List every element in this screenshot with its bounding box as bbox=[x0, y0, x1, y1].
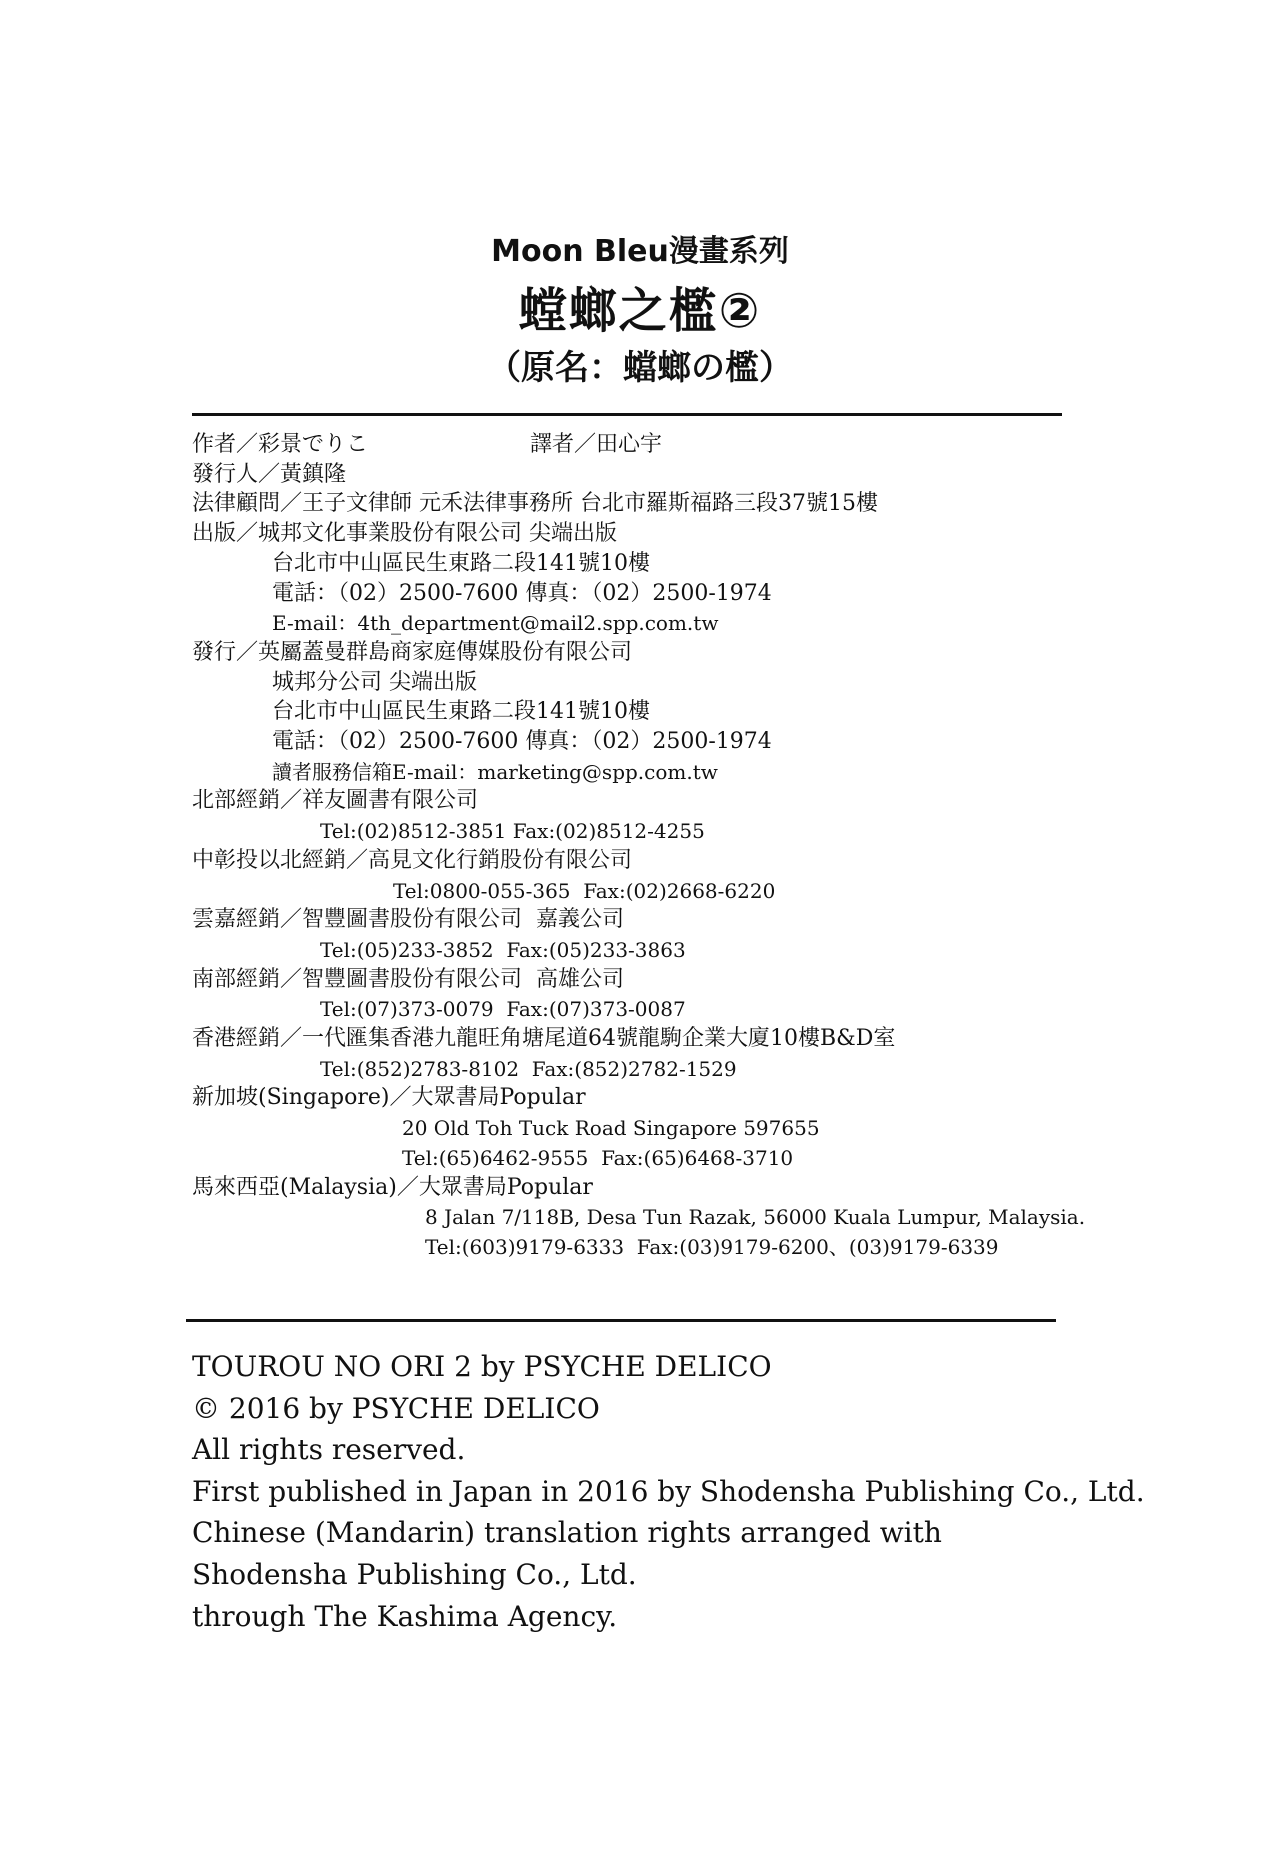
copyright-line: TOUROU NO ORI 2 by PSYCHE DELICO bbox=[192, 1350, 772, 1383]
credit-line: E-mail：4th_department@mail2.spp.com.tw bbox=[272, 611, 719, 635]
credit-line: Tel:(65)6462-9555 Fax:(65)6468-3710 bbox=[402, 1146, 794, 1170]
copyright-line: through The Kashima Agency. bbox=[192, 1600, 618, 1633]
credit-line: 馬來西亞(Malaysia)／大眾書局Popular bbox=[192, 1175, 593, 1200]
credit-line: Tel:(02)8512-3851 Fax:(02)8512-4255 bbox=[320, 819, 705, 843]
credit-line: 城邦分公司 尖端出版 bbox=[272, 670, 477, 695]
original-title: （原名：蟷螂の檻） bbox=[487, 348, 793, 388]
credit-line: 電話：（02）2500-7600 傳真：（02）2500-1974 bbox=[272, 581, 772, 606]
credit-line: Tel:(05)233-3852 Fax:(05)233-3863 bbox=[320, 938, 686, 962]
series-name: Moon Bleu漫畫系列 bbox=[491, 234, 789, 269]
copyright-line: Shodensha Publishing Co., Ltd. bbox=[192, 1558, 637, 1591]
credit-line: 北部經銷／祥友圖書有限公司 bbox=[192, 788, 479, 813]
credit-line: 台北市中山區民生東路二段141號10樓 bbox=[272, 699, 650, 724]
credit-line: 電話：（02）2500-7600 傳真：（02）2500-1974 bbox=[272, 729, 772, 754]
credit-line: 南部經銷／智豐圖書股份有限公司 高雄公司 bbox=[192, 967, 624, 992]
credit-line: Tel:0800-055-365 Fax:(02)2668-6220 bbox=[393, 879, 776, 903]
copyright-line: © 2016 by PSYCHE DELICO bbox=[192, 1392, 600, 1425]
copyright-line: First published in Japan in 2016 by Shodensha Publishing Co., Ltd. bbox=[192, 1475, 1145, 1508]
credit-line: 新加坡(Singapore)／大眾書局Popular bbox=[192, 1085, 586, 1110]
copyright-line: All rights reserved. bbox=[192, 1433, 466, 1466]
credit-line: Tel:(603)9179-6333 Fax:(03)9179-6200、(03)9179-6339 bbox=[425, 1235, 999, 1259]
credit-line: 讀者服務信箱E-mail：marketing@spp.com.tw bbox=[272, 760, 718, 784]
credit-line: 20 Old Toh Tuck Road Singapore 597655 bbox=[402, 1116, 820, 1140]
credit-line: 8 Jalan 7/118B, Desa Tun Razak, 56000 Kuala Lumpur, Malaysia. bbox=[425, 1205, 1086, 1229]
credit-line: 發行／英屬蓋曼群島商家庭傳媒股份有限公司 bbox=[192, 640, 633, 665]
book-title: 螳螂之檻② bbox=[518, 283, 762, 339]
translator-credit: 譯者／田心宇 bbox=[530, 432, 663, 457]
credit-line: 台北市中山區民生東路二段141號10樓 bbox=[272, 551, 650, 576]
bottom-divider bbox=[186, 1319, 1056, 1322]
credit-line: 法律顧問／王子文律師 元禾法律事務所 台北市羅斯福路三段37號15樓 bbox=[192, 491, 878, 516]
credit-line: 作者／彩景でりこ bbox=[192, 432, 369, 457]
credit-line: 發行人／黃鎮隆 bbox=[192, 462, 347, 487]
credit-line: 出版／城邦文化事業股份有限公司 尖端出版 bbox=[192, 521, 617, 546]
credit-line: 中彰投以北經銷／高見文化行銷股份有限公司 bbox=[192, 848, 633, 873]
credit-line: 雲嘉經銷／智豐圖書股份有限公司 嘉義公司 bbox=[192, 907, 624, 932]
copyright-line: Chinese (Mandarin) translation rights arranged with bbox=[192, 1516, 942, 1549]
credit-line: Tel:(852)2783-8102 Fax:(852)2782-1529 bbox=[320, 1057, 737, 1081]
credit-line: Tel:(07)373-0079 Fax:(07)373-0087 bbox=[320, 997, 686, 1021]
top-divider bbox=[192, 413, 1062, 416]
credit-line: 香港經銷／一代匯集香港九龍旺角塘尾道64號龍駒企業大廈10樓B&D室 bbox=[192, 1026, 896, 1051]
